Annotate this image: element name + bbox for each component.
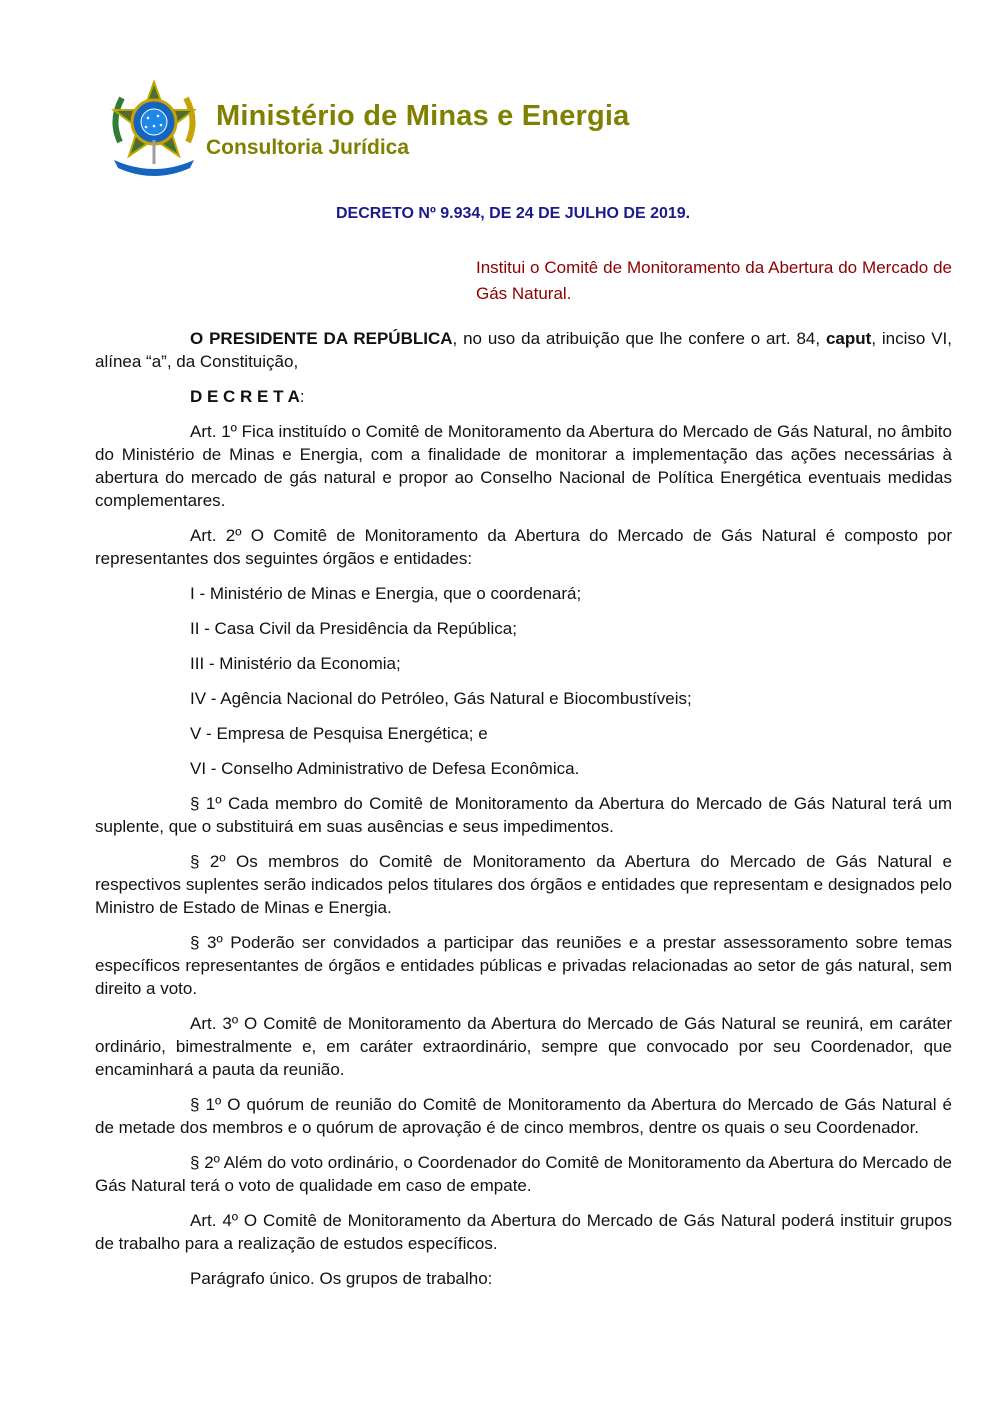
department-name: Consultoria Jurídica xyxy=(206,136,410,159)
preamble-subject: O PRESIDENTE DA REPÚBLICA xyxy=(190,329,453,348)
article-1: Art. 1º Fica instituído o Comitê de Monitoramento da Abertura do Mercado de Gás Natural, no âmbito do Ministério de Minas e Energia, com a finalidade de monitorar a implementação das ações necessárias à abertura do mercado de gás natural e propor ao Conselho Nacional de Política Energética eventuais medidas complementares. xyxy=(95,422,952,510)
list-item: III - Ministério da Economia; xyxy=(190,654,401,673)
letterhead xyxy=(108,80,708,180)
brazil-coat-of-arms-icon xyxy=(108,80,200,176)
decree-body xyxy=(95,327,952,1302)
decreta-colon: : xyxy=(299,387,305,406)
article-3-paragraph-1: § 1º O quórum de reunião do Comitê de Monitoramento da Abertura do Mercado de Gás Natural é de metade dos membros e o quórum de aprovação é de cinco membros, dentre os quais o seu Coordenador. xyxy=(95,1095,952,1137)
article-2: Art. 2º O Comitê de Monitoramento da Abertura do Mercado de Gás Natural é composto por representantes dos seguintes órgãos e entidades: xyxy=(95,526,952,568)
decree-ementa: Institui o Comitê de Monitoramento da Abertura do Mercado de Gás Natural. xyxy=(476,258,952,303)
decree-title: DECRETO Nº 9.934, DE 24 DE JULHO DE 2019. xyxy=(336,205,691,222)
article-2-paragraph-1: § 1º Cada membro do Comitê de Monitoramento da Abertura do Mercado de Gás Natural terá um suplente, que o substituirá em suas ausências e seus impedimentos. xyxy=(95,794,952,836)
article-4-sole-paragraph: Parágrafo único. Os grupos de trabalho: xyxy=(190,1269,493,1288)
list-item: V - Empresa de Pesquisa Energética; e xyxy=(190,724,488,743)
preamble xyxy=(95,327,952,373)
preamble-text-2: , inciso VI, alínea “a”, da Constituição, xyxy=(95,329,952,371)
article-3: Art. 3º O Comitê de Monitoramento da Abertura do Mercado de Gás Natural se reunirá, em caráter ordinário, bimestralmente e, em caráter extraordinário, sempre que convocado por seu Coordenador, que encaminhará a pauta da reunião. xyxy=(95,1014,952,1079)
list-item: II - Casa Civil da Presidência da República; xyxy=(190,619,517,638)
article-2-paragraph-2: § 2º Os membros do Comitê de Monitoramento da Abertura do Mercado de Gás Natural e respectivos suplentes serão indicados pelos titulares dos órgãos e entidades que representam e designados pelo Ministro de Estado de Minas e Energia. xyxy=(95,852,952,917)
list-item: VI - Conselho Administrativo de Defesa Econômica. xyxy=(190,759,580,778)
decreta-line xyxy=(95,385,952,408)
list-item: I - Ministério de Minas e Energia, que o coordenará; xyxy=(190,584,582,603)
decreta-word: D E C R E T A xyxy=(190,387,300,406)
ministry-name: Ministério de Minas e Energia xyxy=(216,100,630,132)
article-4: Art. 4º O Comitê de Monitoramento da Abertura do Mercado de Gás Natural poderá instituir grupos de trabalho para a realização de estudos específicos. xyxy=(95,1211,952,1253)
preamble-caput: caput xyxy=(825,329,872,348)
article-2-paragraph-3: § 3º Poderão ser convidados a participar das reuniões e a prestar assessoramento sobre temas específicos representantes de órgãos e entidades públicas e privadas relacionadas ao setor de gás natural, sem direito a voto. xyxy=(95,933,952,998)
list-item: IV - Agência Nacional do Petróleo, Gás Natural e Biocombustíveis; xyxy=(190,689,692,708)
preamble-text-1: , no uso da atribuição que lhe confere o art. 84, xyxy=(452,329,826,348)
article-3-paragraph-2: § 2º Além do voto ordinário, o Coordenador do Comitê de Monitoramento da Abertura do Mercado de Gás Natural terá o voto de qualidade em caso de empate. xyxy=(95,1153,952,1195)
